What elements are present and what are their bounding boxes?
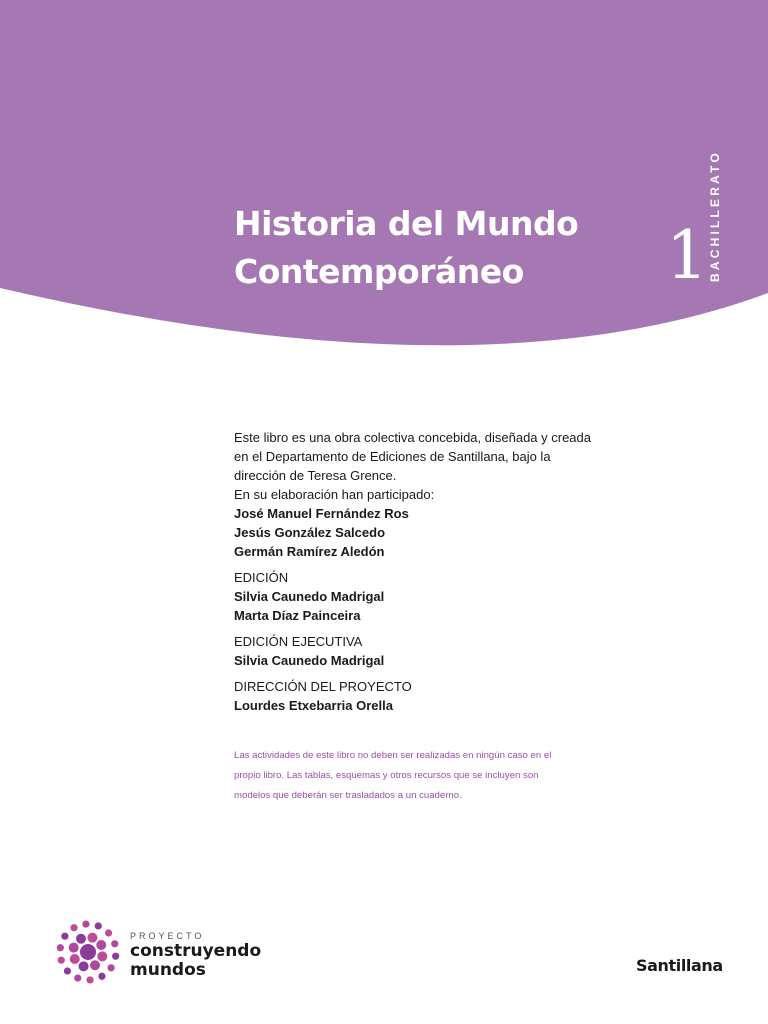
logo-dot [70,954,80,964]
logo-dot [70,924,77,931]
project-direction-group [234,677,594,715]
credits-director: Teresa Grence [307,468,393,483]
credits-intro: Este libro es una obra colectiva concebida, diseñada y creada en el Departamento de Ediciones de Santillana, bajo la dirección de Teresa Grence. [234,430,591,483]
edition-name: Marta Díaz Painceira [234,608,361,623]
logo-name [130,942,261,980]
logo-dot [58,957,65,964]
logo-dot [74,974,81,981]
credits-block [234,428,594,722]
logo-wordmark [130,930,261,980]
participant-name: José Manuel Fernández Ros [234,506,409,521]
logo-kicker: PROYECTO [130,931,205,941]
logo-dot [112,953,119,960]
logo-dot [82,920,89,927]
executive-edition-name: Silvia Caunedo Madrigal [234,653,385,668]
credits-intro-text: Este libro es una obra colectiva concebida, diseñada y creada en el Departamento de Ediciones de Santillana, bajo la dirección de [234,430,591,483]
participants-group [234,485,594,561]
executive-edition-label: EDICIÓN EJECUTIVA [234,634,363,649]
logo-name-line-1: construyendo [130,941,262,961]
logo-dot [86,976,93,983]
logo-dot [79,961,89,971]
book-title [234,200,654,296]
logo-dot [64,967,71,974]
participant-name: Germán Ramírez Aledón [234,544,385,559]
course-number: 1 [666,217,708,294]
logo-dot [96,940,106,950]
logo-dot [80,944,96,960]
activities-notice: Las actividades de este libro no deben ser realizadas en ningún caso en el propio libro. Las tablas, esquemas y otros recursos que se incluyen son modelos que deberán ser trasladados a un cuaderno. [234,749,552,801]
logo-dot [90,960,100,970]
logo-dot [95,922,102,929]
logo-name-line-2: mundos [130,960,206,980]
logo-dot [57,944,64,951]
logo-dot [111,940,118,947]
participant-name: Jesús González Salcedo [234,525,386,540]
project-direction-label: DIRECCIÓN DEL PROYECTO [234,679,412,694]
edition-label: EDICIÓN [234,570,289,585]
book-title-line-1: Historia del Mundo [234,204,579,243]
logo-dot [108,964,115,971]
logo-dot [105,929,112,936]
logo-dot [69,943,79,953]
logo-dot [97,951,107,961]
book-title-line-2: Contemporáneo [234,252,524,291]
course-level: BACHILLERATO [708,150,722,282]
logo-dot [98,973,105,980]
logo-dot [76,934,86,944]
executive-edition-group [234,632,594,670]
construyendo-mundos-logo-icon [52,916,124,988]
publisher-logo: Santillana [636,956,723,975]
project-direction-name: Lourdes Etxebarria Orella [234,698,393,713]
participants-label: En su elaboración han participado: [234,487,435,502]
edition-name: Silvia Caunedo Madrigal [234,589,385,604]
header-band [0,0,768,390]
edition-group [234,568,594,625]
logo-dot [87,933,97,943]
logo-dot [61,933,68,940]
